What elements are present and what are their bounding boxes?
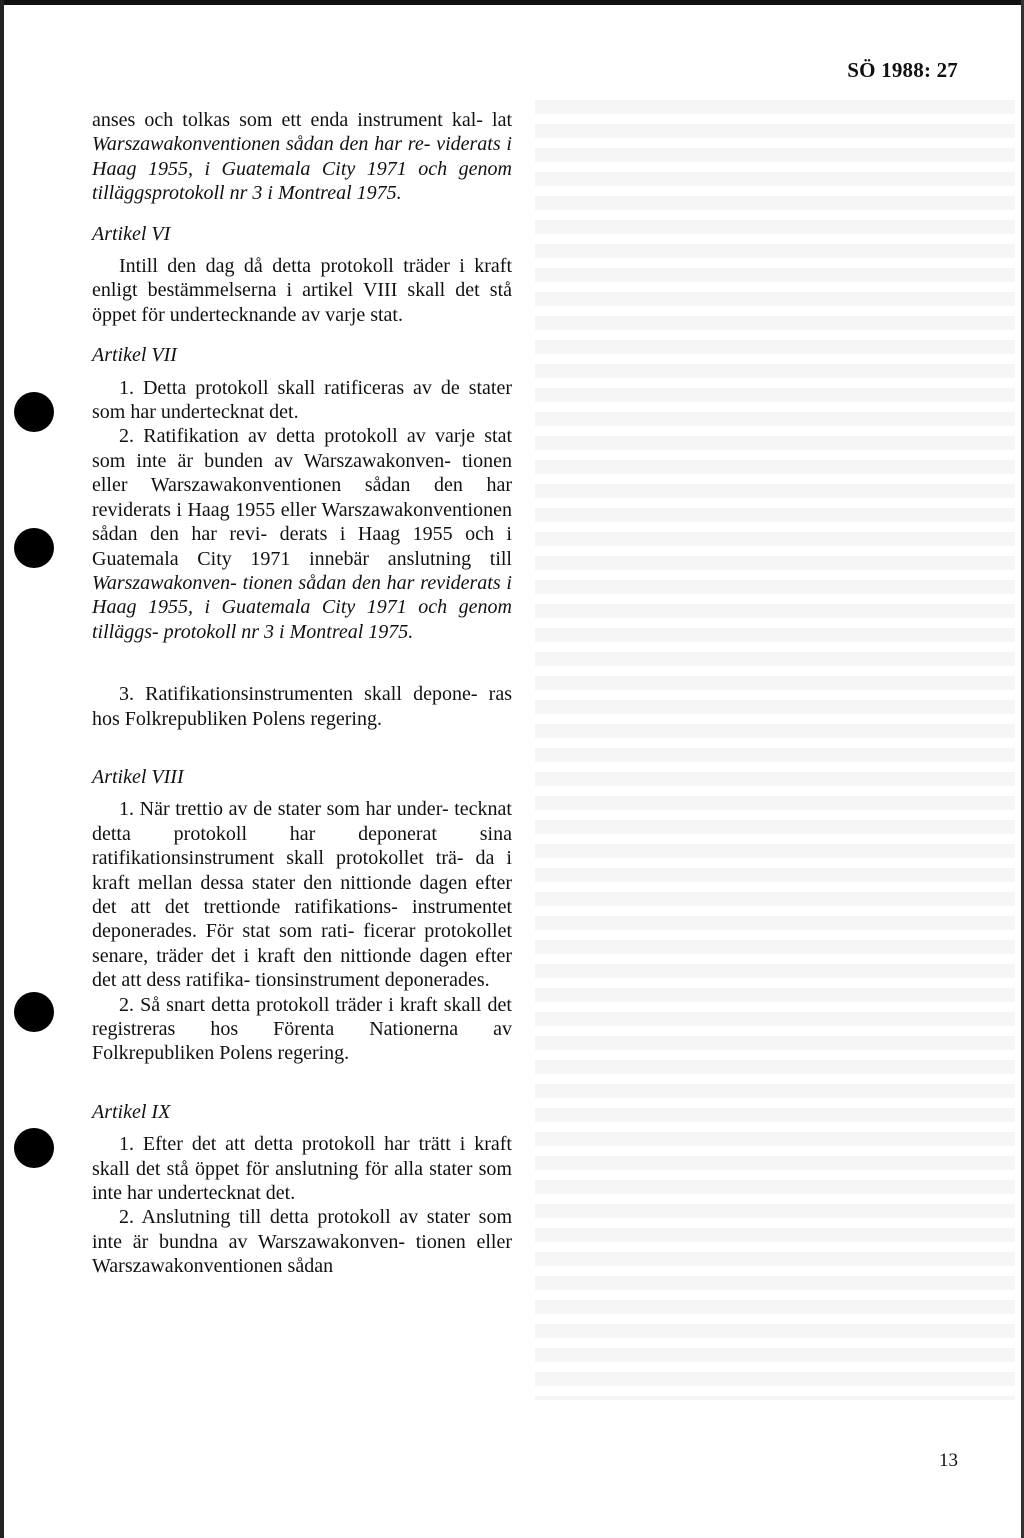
scan-left-edge — [0, 0, 4, 1538]
page-number: 13 — [939, 1450, 958, 1471]
paragraph: 2. Så snart detta protokoll träder i kraft skall det registreras hos Förenta Nationerna av Folkrepubliken Polens regering. — [92, 993, 512, 1065]
paragraph: 3. Ratifikationsinstrumenten skall depone- ras hos Folkrepubliken Polens regering. — [92, 683, 512, 730]
paragraph-italic-text: Warszawakonventionen sådan den har re- viderats i Haag 1955, i Guatemala City 1971 och genom tilläggsprotokoll nr 3 i Montreal 1975. — [92, 133, 512, 205]
paragraph: Intill den dag då detta protokoll träder i kraft enligt bestämmelserna i artikel VIII skall det stå öppet för undertecknande av varje stat. — [92, 255, 512, 326]
paragraph: 1. Detta protokoll skall ratificeras av de stater som har undertecknat det. — [92, 376, 512, 424]
paragraph — [92, 424, 512, 644]
top-rule — [0, 0, 1024, 5]
punch-hole-mark — [14, 528, 54, 568]
document-reference: SÖ 1988: 27 — [847, 58, 958, 82]
paragraph — [92, 108, 512, 206]
paragraph-italic-text: Warszawakonven- tionen sådan den har reviderats i Haag 1955, i Guatemala City 1971 och genom tilläggs- protokoll nr 3 i Montreal 1975. — [92, 571, 512, 643]
paragraph-text: 2. Ratifikation av detta protokoll av varje stat som inte är bunden av Warszawakonven- tionen eller Warszawakonventionen sådan den har reviderats i Haag 1955 eller Warszawakonventionen sådan den har revi- derats i Haag 1955 och i Guatemala City 1971 innebär anslutning till — [92, 425, 512, 570]
article-heading: Artikel VIII — [92, 765, 184, 788]
text-column — [92, 108, 512, 1279]
punch-hole-mark — [14, 1128, 54, 1168]
bleed-through-texture — [535, 100, 1015, 1400]
punch-hole-mark — [14, 392, 54, 432]
paragraph: 2. Anslutning till detta protokoll av stater som inte är bundna av Warszawakonven- tionen eller Warszawakonventionen sådan — [92, 1206, 512, 1278]
paragraph-text: anses och tolkas som ett enda instrument kal- lat — [92, 109, 512, 131]
paragraph: 1. När trettio av de stater som har under- tecknat detta protokoll har deponerat sina ratifikationsinstrument skall protokollet trä- da i kraft mellan dessa stater den nittionde dagen efter det att det trettionde ratifikations- instrumentet deponerades. För stat som rati- ficerar protokollet senare, träder det i kraft den nittionde dagen efter det att dess ratifika- tionsinstrument deponerades. — [92, 798, 512, 992]
punch-hole-mark — [14, 992, 54, 1032]
article-heading: Artikel VII — [92, 344, 177, 367]
article-heading: Artikel VI — [92, 222, 171, 245]
article-heading: Artikel IX — [92, 1100, 171, 1123]
paragraph: 1. Efter det att detta protokoll har trätt i kraft skall det stå öppet för anslutning för alla stater som inte har undertecknat det. — [92, 1133, 512, 1205]
